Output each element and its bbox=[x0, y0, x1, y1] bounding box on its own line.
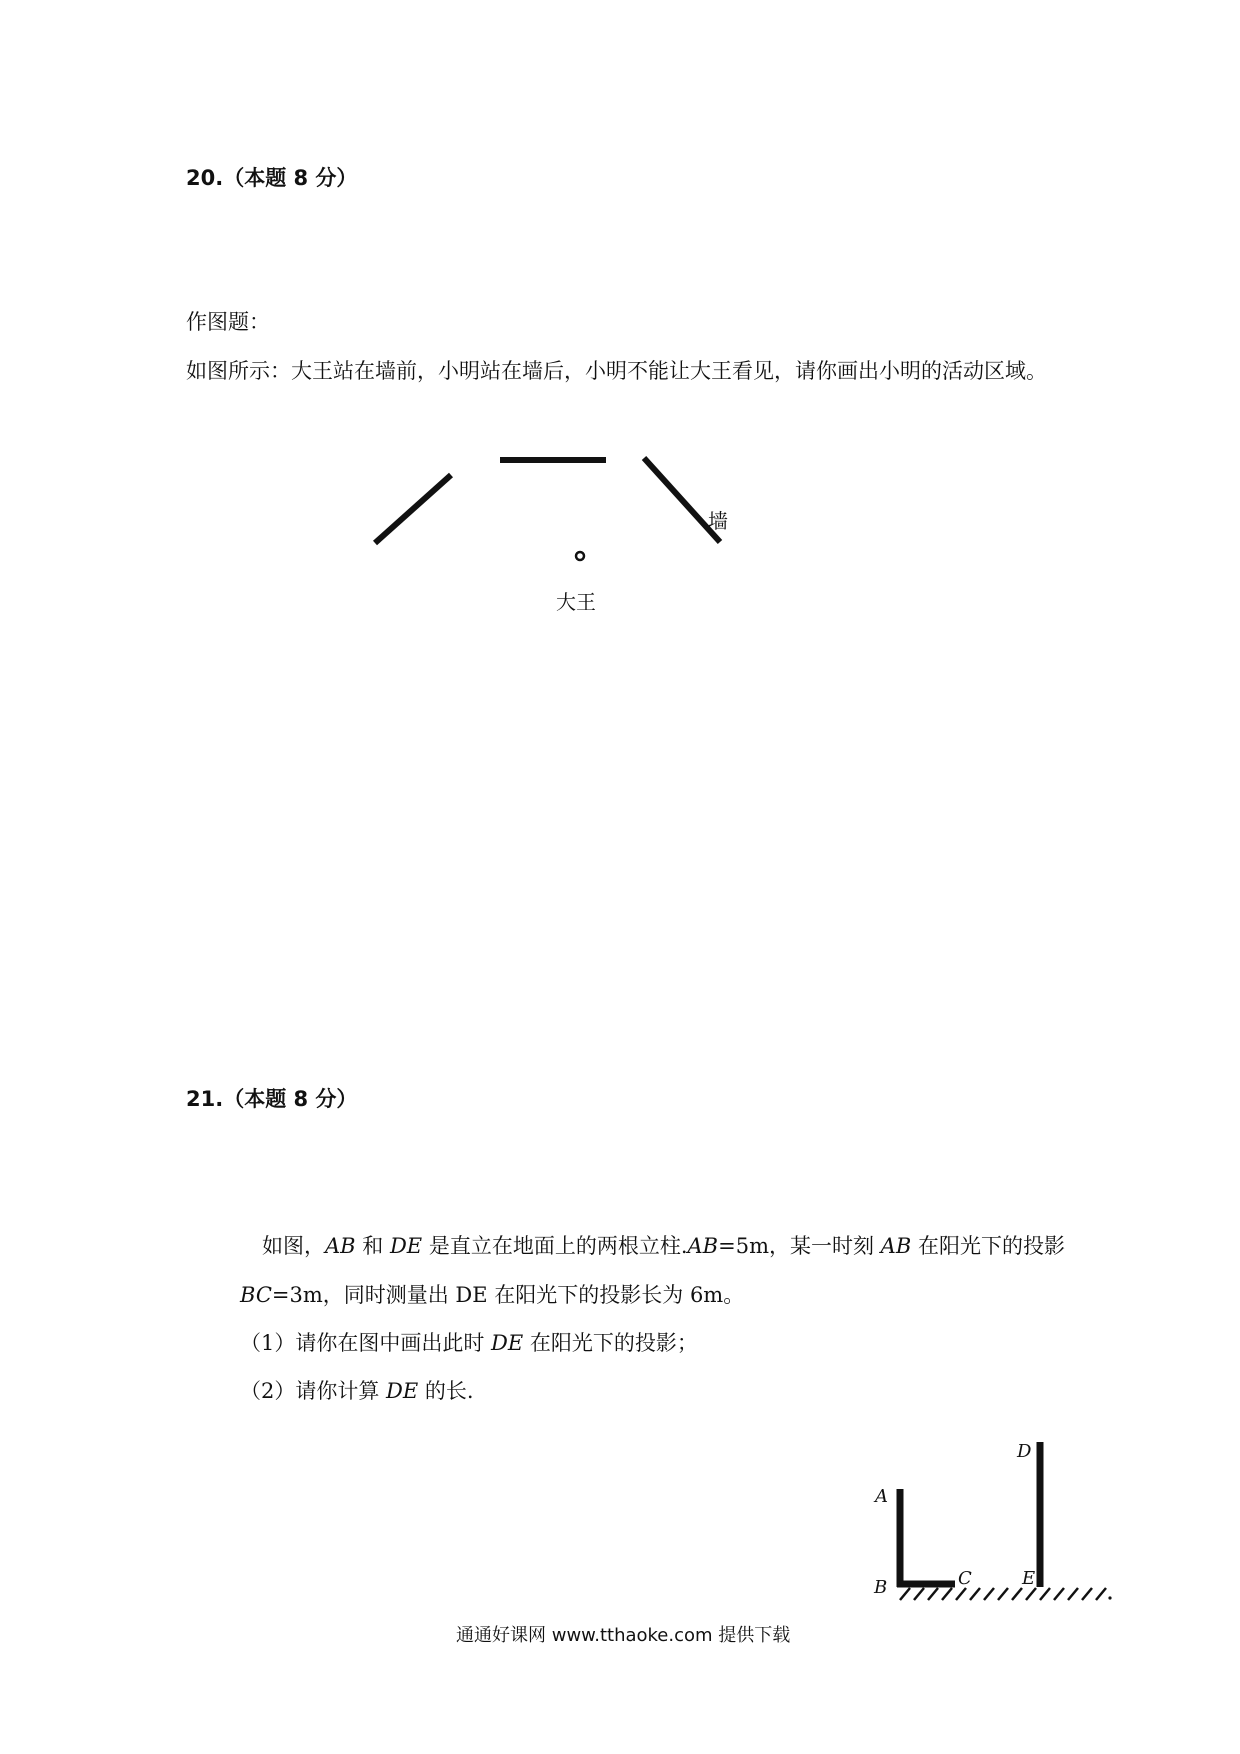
q21-item1-part: （1）请你在图中画出此时 bbox=[240, 1331, 492, 1355]
segment-de: DE bbox=[491, 1331, 524, 1355]
q21-item2-part: （2）请你计算 bbox=[240, 1379, 387, 1403]
label-d: D bbox=[1017, 1441, 1032, 1462]
q20-text: 如图所示：大王站在墙前，小明站在墙后，小明不能让大王看见，请你画出小明的活动区域。 bbox=[186, 359, 1047, 383]
ground-end-dot bbox=[1108, 1596, 1111, 1599]
q20-heading: 20.（本题 8 分） bbox=[186, 166, 358, 190]
wall-label: 墙 bbox=[708, 509, 728, 533]
q21-heading: 21.（本题 8 分） bbox=[186, 1087, 358, 1111]
segment-de: DE bbox=[386, 1379, 419, 1403]
label-c: C bbox=[958, 1568, 972, 1589]
q21-item2-part: 的长. bbox=[418, 1379, 474, 1403]
q21-line1-part: =5m，某一时刻 bbox=[718, 1234, 881, 1258]
label-b: B bbox=[874, 1577, 888, 1598]
segment-de: DE bbox=[389, 1234, 423, 1258]
q21-line2-part: =3m，同时测量出 DE 在阳光下的投影长为 6m。 bbox=[271, 1283, 745, 1307]
segment-ab: AB bbox=[880, 1234, 912, 1258]
q20-label: 作图题： bbox=[186, 310, 270, 334]
q21-line1-part: 是直立在地面上的两根立柱. bbox=[422, 1234, 688, 1258]
footer-text: 通通好课网 www.tthaoke.com 提供下载 bbox=[456, 1625, 791, 1646]
ground-hatching bbox=[900, 1588, 1106, 1600]
segment-bc: BC bbox=[240, 1283, 272, 1307]
label-e: E bbox=[1022, 1568, 1036, 1589]
q21-line1-part: 如图， bbox=[262, 1234, 325, 1258]
q21-line1-part: 在阳光下的投影 bbox=[911, 1234, 1065, 1258]
q21-line1-part: 和 bbox=[355, 1234, 390, 1258]
segment-ab: AB bbox=[325, 1234, 356, 1258]
label-a: A bbox=[875, 1486, 888, 1507]
q21-item1-part: 在阳光下的投影； bbox=[523, 1331, 698, 1355]
segment-ab: AB bbox=[687, 1234, 719, 1258]
person-label: 大王 bbox=[556, 590, 596, 614]
